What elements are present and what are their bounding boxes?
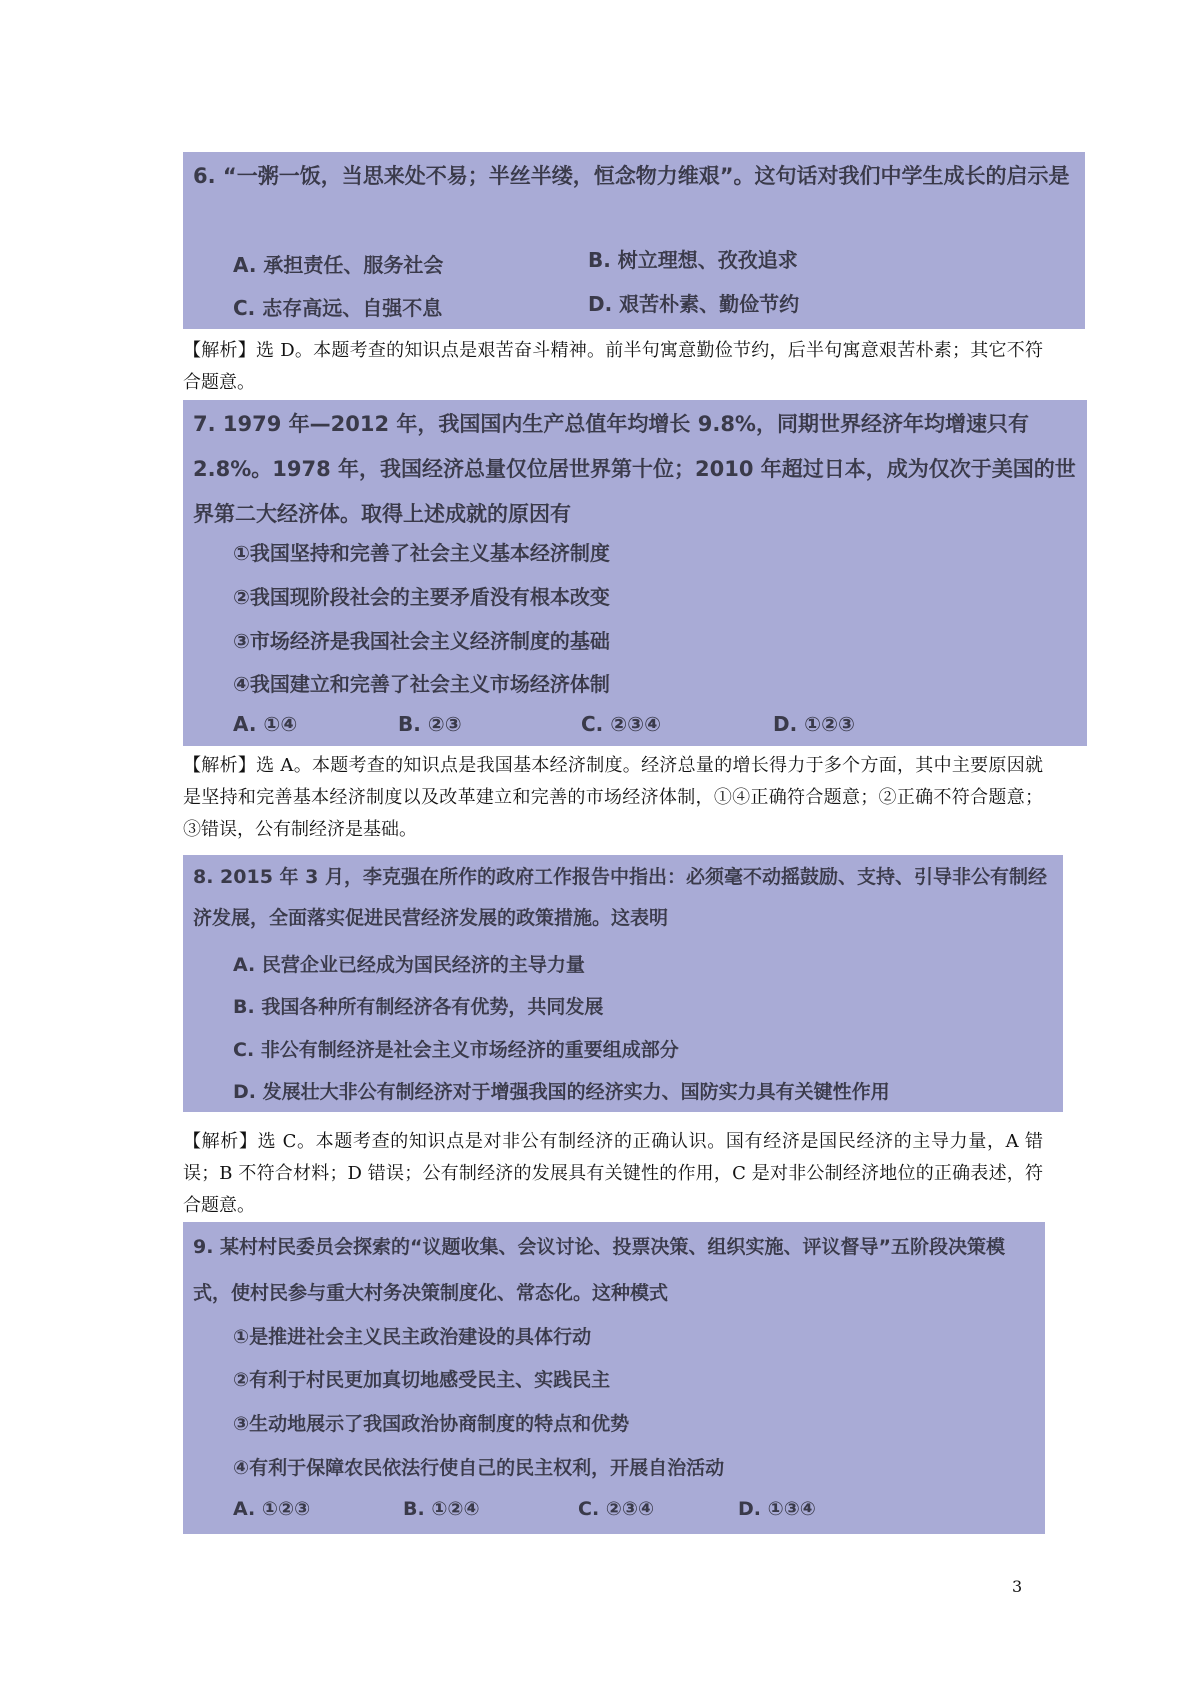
question-9-option-c: C. ②③④ <box>578 1498 655 1520</box>
question-8-option-d: D. 发展壮大非公有制经济对于增强我国的经济实力、国防实力具有关键性作用 <box>233 1081 890 1103</box>
question-7-statement-2: ②我国现阶段社会的主要矛盾没有根本改变 <box>233 585 610 609</box>
question-8-option-c: C. 非公有制经济是社会主义市场经济的重要组成部分 <box>233 1039 679 1061</box>
question-6-option-b: B. 树立理想、孜孜追求 <box>588 248 798 272</box>
question-7-analysis: 【解析】选 A。本题考查的知识点是我国基本经济制度。经济总量的增长得力于多个方面，其中主要原因就是坚持和完善基本经济制度以及改革建立和完善的市场经济体制，①④正确符合题意；②正确不符合题意；③错误，公有制经济是基础。 <box>183 755 1043 840</box>
question-7-statement-4: ④我国建立和完善了社会主义市场经济体制 <box>233 672 610 696</box>
question-8-stem: 8. 2015 年 3 月，李克强在所作的政府工作报告中指出：必须毫不动摇鼓励、支持、引导非公有制经济发展，全面落实促进民营经济发展的政策措施。这表明 <box>193 866 1048 929</box>
question-6-analysis: 【解析】选 D。本题考查的知识点是艰苦奋斗精神。前半句寓意勤俭节约，后半句寓意艰苦朴素；其它不符合题意。 <box>183 340 1043 393</box>
question-7-scan <box>183 400 1087 746</box>
question-6-option-a: A. 承担责任、服务社会 <box>233 253 444 277</box>
question-7-stem: 7. 1979 年—2012 年，我国国内生产总值年均增长 9.8%，同期世界经济年均增速只有 2.8%。1978 年，我国经济总量仅位居世界第十位；2010 年超过日本，成为仅次于美国的世界第二大经济体。取得上述成就的原因有 <box>193 412 1076 526</box>
question-8-analysis: 【解析】选 C。本题考查的知识点是对非公有制经济的正确认识。国有经济是国民经济的主导力量，A 错误；B 不符合材料；D 错误；公有制经济的发展具有关键性的作用，C 是对非公制经济地位的正确表述，符合题意。 <box>183 1131 1043 1216</box>
question-7-option-c: C. ②③④ <box>581 712 662 736</box>
question-9-statement-4: ④有利于保障农民依法行使自己的民主权利，开展自治活动 <box>233 1457 725 1479</box>
question-8-option-a: A. 民营企业已经成为国民经济的主导力量 <box>233 954 585 976</box>
page-number: 3 <box>1012 1577 1023 1596</box>
question-9-stem: 9. 某村村民委员会探索的“议题收集、会议讨论、投票决策、组织实施、评议督导”五阶段决策模式，使村民参与重大村务决策制度化、常态化。这种模式 <box>193 1236 1006 1304</box>
question-6-option-c: C. 志存高远、自强不息 <box>233 296 443 320</box>
question-9-statement-2: ②有利于村民更加真切地感受民主、实践民主 <box>233 1369 611 1391</box>
question-9-option-d: D. ①③④ <box>738 1498 816 1520</box>
question-9-statement-1: ①是推进社会主义民主政治建设的具体行动 <box>233 1326 592 1348</box>
question-6-option-d: D. 艰苦朴素、勤俭节约 <box>588 292 800 316</box>
question-8-scan <box>183 855 1063 1112</box>
question-8-option-b: B. 我国各种所有制经济各有优势，共同发展 <box>233 996 604 1018</box>
question-7-option-a: A. ①④ <box>233 712 298 736</box>
question-7-statement-1: ①我国坚持和完善了社会主义基本经济制度 <box>233 541 610 565</box>
question-6-stem: 6. “一粥一饭，当思来处不易；半丝半缕，恒念物力维艰”。这句话对我们中学生成长的启示是 <box>193 164 1070 188</box>
question-6-scan <box>183 152 1085 329</box>
question-7-option-d: D. ①②③ <box>773 712 855 736</box>
question-7-statement-3: ③市场经济是我国社会主义经济制度的基础 <box>233 629 610 653</box>
question-9-option-a: A. ①②③ <box>233 1498 311 1520</box>
question-9-statement-3: ③生动地展示了我国政治协商制度的特点和优势 <box>233 1413 630 1435</box>
question-7-option-b: B. ②③ <box>398 712 462 736</box>
question-9-option-b: B. ①②④ <box>403 1498 480 1520</box>
question-9-scan <box>183 1222 1045 1534</box>
